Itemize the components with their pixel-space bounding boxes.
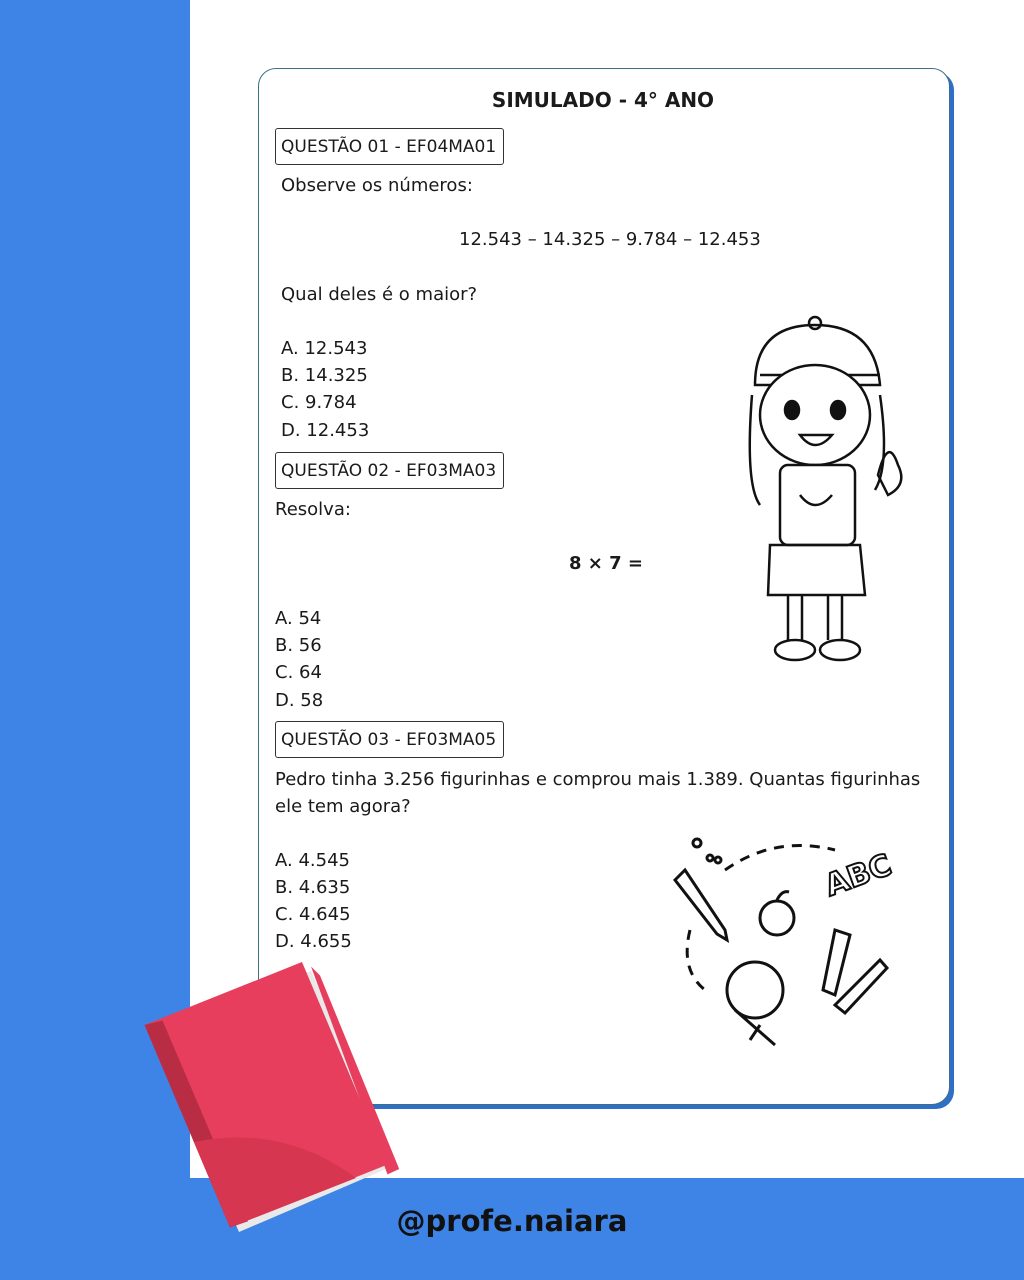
footer-handle: @profe.naiara: [396, 1204, 628, 1238]
q3-text-line2: ele tem agora?: [275, 796, 411, 817]
q2-option-b: B. 56: [275, 635, 322, 656]
question-3-label: QUESTÃO 03 - EF03MA05: [275, 721, 504, 758]
girl-illustration: [740, 315, 910, 675]
q3-option-b: B. 4.635: [275, 877, 351, 898]
q3-text-line1: Pedro tinha 3.256 figurinhas e comprou mais 1.389. Quantas figurinhas: [275, 769, 921, 790]
q3-option-d: D. 4.655: [275, 931, 352, 952]
q2-option-d: D. 58: [275, 690, 324, 711]
q1-option-c: C. 9.784: [281, 392, 357, 413]
question-2-label: QUESTÃO 02 - EF03MA03: [275, 452, 504, 489]
worksheet-title: SIMULADO - 4° ANO: [491, 88, 715, 112]
q3-option-c: C. 4.645: [275, 904, 351, 925]
q2-intro: Resolva:: [275, 499, 351, 520]
q1-option-d: D. 12.453: [281, 420, 370, 441]
q1-option-a: A. 12.543: [281, 338, 368, 359]
question-1-label: QUESTÃO 01 - EF04MA01: [275, 128, 504, 165]
school-doodles: [665, 830, 900, 1060]
q1-question: Qual deles é o maior?: [281, 284, 478, 305]
q1-option-b: B. 14.325: [281, 365, 368, 386]
q2-option-c: C. 64: [275, 662, 322, 683]
red-book-illustration: [140, 962, 410, 1241]
q1-intro: Observe os números:: [281, 175, 473, 196]
q1-numbers: 12.543 – 14.325 – 9.784 – 12.453: [459, 229, 761, 250]
q2-option-a: A. 54: [275, 608, 322, 629]
q2-expression: 8 × 7 =: [569, 553, 644, 574]
q3-option-a: A. 4.545: [275, 850, 350, 871]
abc-doodle-text: ABC: [820, 847, 897, 904]
